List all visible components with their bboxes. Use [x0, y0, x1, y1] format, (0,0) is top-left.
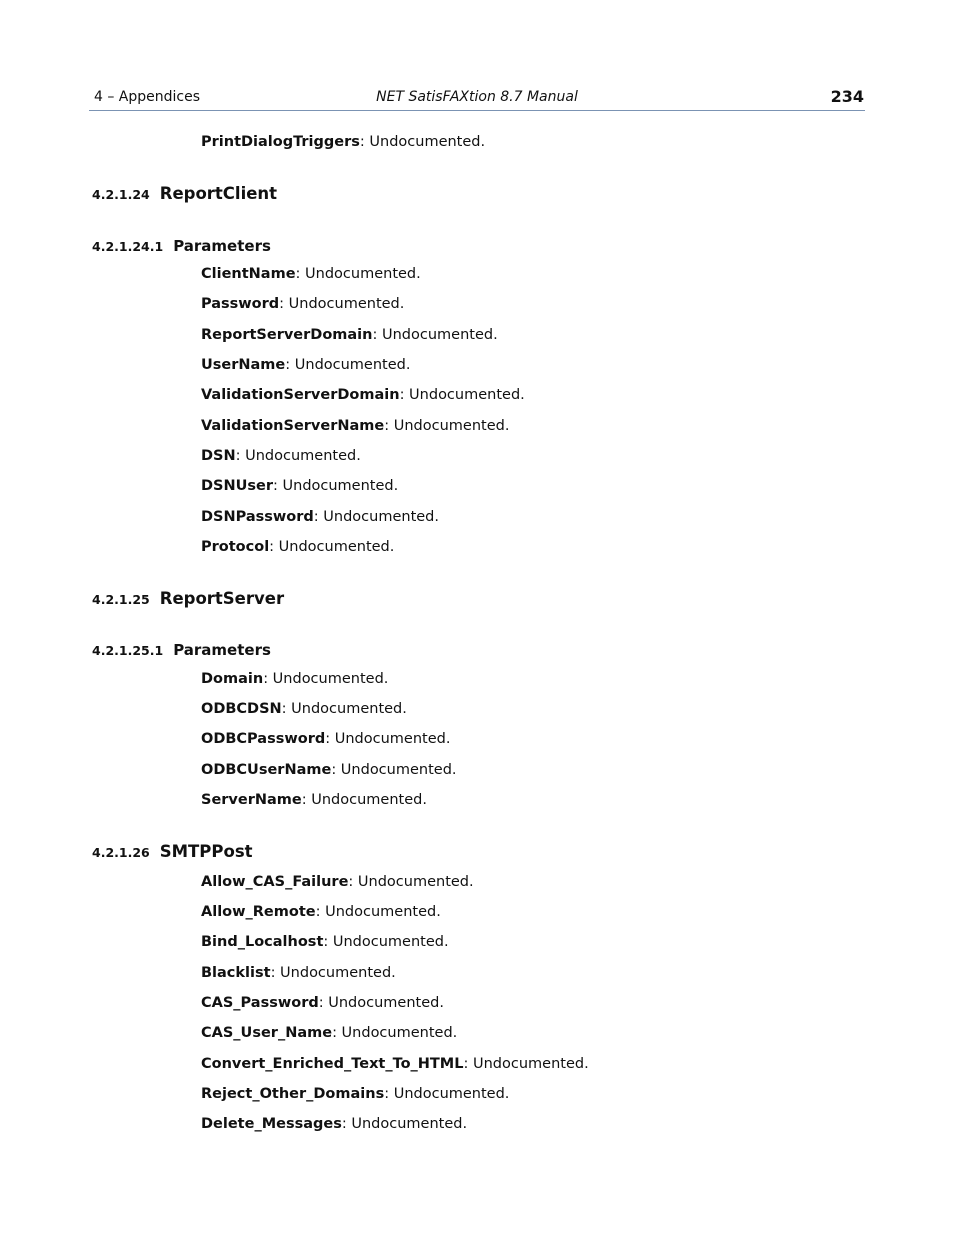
param-desc: : Undocumented. [315, 904, 441, 920]
param-name: ClientName [201, 266, 296, 282]
param-desc: : Undocumented. [301, 792, 427, 808]
param-desc: : Undocumented. [295, 266, 421, 282]
section-title: ReportServer [159, 589, 285, 608]
param-name: Password [201, 296, 280, 312]
param-entry [201, 1025, 457, 1041]
param-desc: : Undocumented. [263, 671, 389, 687]
param-desc: : Undocumented. [325, 731, 451, 747]
param-desc: : Undocumented. [279, 296, 405, 312]
param-desc: : Undocumented. [359, 134, 486, 150]
param-entry [201, 134, 485, 150]
param-desc: : Undocumented. [269, 539, 395, 555]
param-entry [201, 448, 361, 464]
param-name: Bind_Localhost [201, 934, 324, 950]
param-desc: : Undocumented. [341, 1116, 468, 1132]
param-name: ODBCUserName [201, 762, 332, 778]
param-entry [201, 539, 394, 555]
param-entry [201, 296, 404, 312]
subsection-title: Parameters [173, 641, 271, 659]
param-name: Protocol [201, 539, 270, 555]
param-name: DSN [201, 448, 236, 464]
param-name: ServerName [201, 792, 302, 808]
param-desc: : Undocumented. [384, 1086, 510, 1102]
param-entry [201, 357, 410, 373]
param-entry [201, 762, 457, 778]
param-name: ValidationServerDomain [201, 387, 400, 403]
param-desc: : Undocumented. [270, 965, 396, 981]
param-entry [201, 1056, 589, 1072]
header-manual-title: NET SatisFAXtion 8.7 Manual [376, 89, 578, 105]
section-title: ReportClient [159, 184, 278, 203]
param-name: Reject_Other_Domains [201, 1086, 385, 1102]
param-entry [201, 965, 396, 981]
section-number: 4.2.1.26 [92, 845, 150, 860]
param-desc: : Undocumented. [235, 448, 361, 464]
param-name: ReportServerDomain [201, 327, 373, 343]
subsection-heading-reportserver-parameters [92, 640, 271, 659]
param-desc: : Undocumented. [285, 357, 411, 373]
param-desc: : Undocumented. [281, 701, 407, 717]
param-entry [201, 1086, 509, 1102]
param-desc: : Undocumented. [399, 387, 525, 403]
param-entry [201, 792, 427, 808]
param-desc: : Undocumented. [331, 762, 457, 778]
subsection-number: 4.2.1.24.1 [92, 239, 164, 254]
section-number: 4.2.1.25 [92, 592, 150, 607]
param-desc: : Undocumented. [348, 874, 474, 890]
page-header [89, 86, 865, 111]
param-entry [201, 387, 525, 403]
param-entry [201, 934, 449, 950]
param-desc: : Undocumented. [313, 509, 439, 525]
param-name: PrintDialogTriggers [201, 134, 360, 150]
param-entry [201, 701, 407, 717]
param-name: CAS_User_Name [201, 1025, 333, 1041]
subsection-title: Parameters [173, 237, 271, 255]
param-entry [201, 509, 439, 525]
param-entry [201, 1116, 467, 1132]
param-entry [201, 327, 498, 343]
section-title: SMTPPost [159, 842, 253, 861]
param-name: DSNPassword [201, 509, 314, 525]
section-heading-reportclient [92, 184, 277, 203]
param-desc: : Undocumented. [318, 995, 444, 1011]
subsection-heading-reportclient-parameters [92, 236, 271, 255]
param-entry [201, 874, 474, 890]
param-name: Blacklist [201, 965, 271, 981]
param-entry [201, 995, 444, 1011]
param-entry [201, 671, 388, 687]
section-heading-smtppost [92, 842, 253, 861]
param-desc: : Undocumented. [323, 934, 449, 950]
param-name: Allow_CAS_Failure [201, 874, 349, 890]
param-desc: : Undocumented. [332, 1025, 458, 1041]
param-desc: : Undocumented. [372, 327, 498, 343]
param-entry [201, 266, 421, 282]
param-name: UserName [201, 357, 286, 373]
page-number: 234 [830, 87, 864, 106]
param-name: Delete_Messages [201, 1116, 342, 1132]
header-section: 4 – Appendices [94, 89, 201, 105]
param-desc: : Undocumented. [463, 1056, 589, 1072]
param-name: CAS_Password [201, 995, 319, 1011]
param-name: ODBCPassword [201, 731, 326, 747]
subsection-number: 4.2.1.25.1 [92, 643, 164, 658]
param-name: ODBCDSN [201, 701, 282, 717]
param-name: DSNUser [201, 478, 274, 494]
param-entry [201, 731, 450, 747]
param-name: Convert_Enriched_Text_To_HTML [201, 1056, 464, 1072]
param-entry [201, 904, 441, 920]
section-heading-reportserver [92, 589, 284, 608]
section-number: 4.2.1.24 [92, 187, 150, 202]
param-desc: : Undocumented. [384, 418, 510, 434]
param-desc: : Undocumented. [273, 478, 399, 494]
param-entry [201, 418, 509, 434]
param-entry [201, 478, 398, 494]
param-name: ValidationServerName [201, 418, 385, 434]
param-name: Domain [201, 671, 264, 687]
param-name: Allow_Remote [201, 904, 316, 920]
